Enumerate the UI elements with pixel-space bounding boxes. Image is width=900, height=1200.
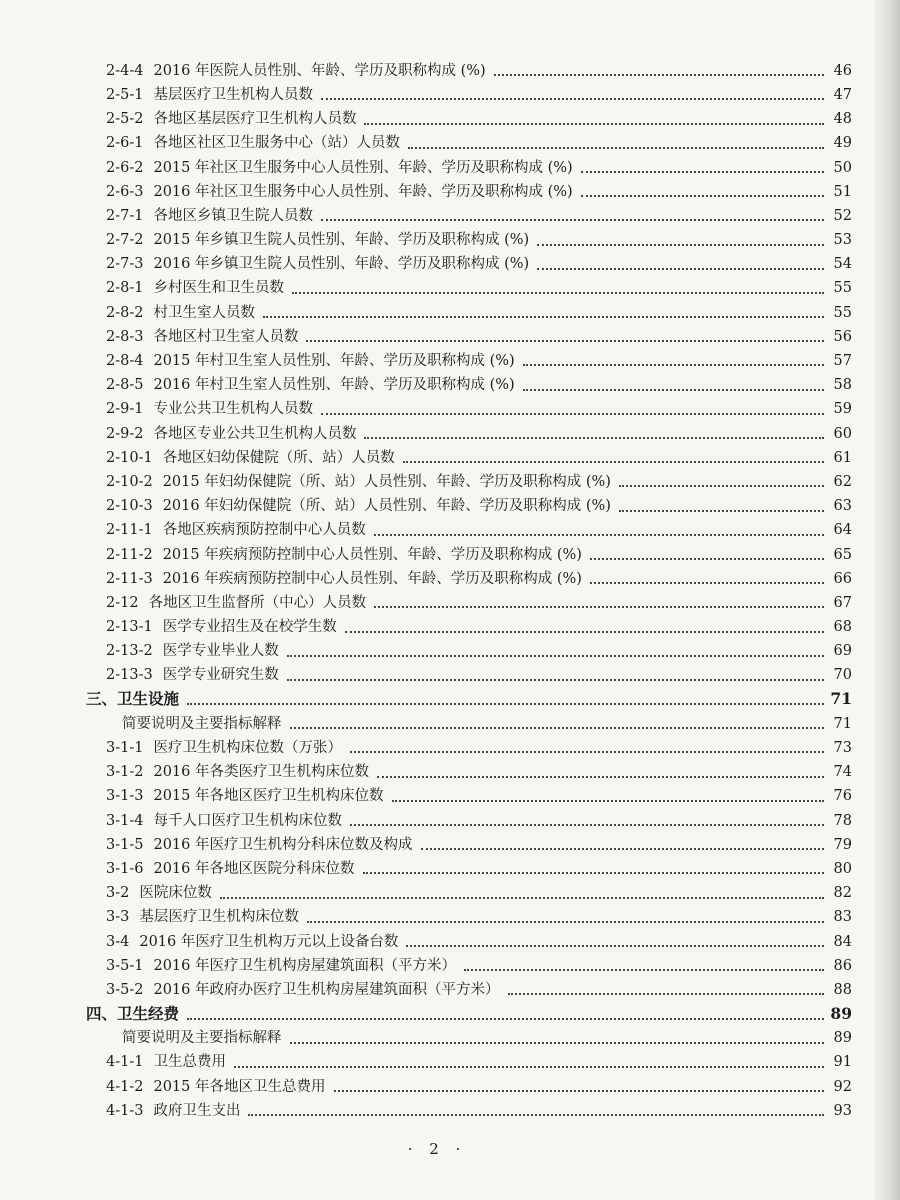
dot-leader — [334, 1090, 825, 1092]
toc-entry[interactable] — [86, 370, 852, 394]
toc-entry-code: 2-6-3 — [106, 183, 144, 200]
toc-entry[interactable] — [86, 467, 852, 491]
toc-entry-code: 2-6-2 — [106, 159, 144, 176]
dot-leader — [287, 655, 824, 657]
toc-entry-title: 医疗卫生机构床位数（万张） — [153, 740, 342, 757]
toc-entry[interactable] — [86, 588, 852, 612]
toc-entry-page-number: 73 — [833, 740, 852, 757]
toc-entry-code: 2-10-3 — [106, 498, 153, 515]
toc-entry[interactable] — [86, 854, 852, 878]
dot-leader — [306, 340, 824, 342]
toc-entry-title: 2015 年乡镇卫生院人员性别、年龄、学历及职称构成 (%) — [153, 232, 530, 249]
toc-entry-code: 2-10-1 — [106, 449, 153, 466]
toc-entry-page-number: 78 — [833, 812, 852, 829]
toc-entry-title: 医学专业研究生数 — [162, 667, 279, 684]
toc-entry-title: 2016 年医疗卫生机构万元以上设备台数 — [139, 933, 399, 950]
dot-leader — [374, 606, 824, 608]
toc-entry-title: 简要说明及主要指标解释 — [122, 1030, 282, 1047]
toc-entry-page-number: 93 — [833, 1102, 852, 1119]
toc-entry-title: 2016 年乡镇卫生院人员性别、年龄、学历及职称构成 (%) — [153, 256, 530, 273]
toc-entry-page-number: 62 — [833, 473, 852, 490]
toc-entry-code: 3-1-4 — [106, 812, 144, 829]
toc-entry-title: 2016 年医疗卫生机构分科床位数及构成 — [153, 836, 413, 853]
toc-entry-page-number: 66 — [833, 570, 852, 587]
dot-leader — [321, 98, 824, 100]
dot-leader — [590, 582, 824, 584]
toc-entry-code: 2-10-2 — [106, 473, 153, 490]
toc-entry[interactable] — [86, 782, 852, 806]
toc-entry-page-number: 46 — [833, 62, 852, 79]
dot-leader — [187, 703, 824, 705]
toc-entry-code: 2-9-2 — [106, 425, 144, 442]
toc-entry-title: 各地区妇幼保健院（所、站）人员数 — [162, 449, 395, 466]
toc-entry-page-number: 52 — [833, 207, 852, 224]
toc-entry-title: 2016 年村卫生室人员性别、年龄、学历及职称构成 (%) — [153, 377, 515, 394]
dot-leader — [619, 485, 824, 487]
toc-entry[interactable] — [86, 927, 852, 951]
toc-entry-title: 各地区村卫生室人员数 — [153, 328, 299, 345]
toc-entry-page-number: 76 — [833, 788, 852, 805]
toc-entry-title: 2016 年各类医疗卫生机构床位数 — [153, 764, 369, 781]
toc-entry-page-number: 61 — [833, 449, 852, 466]
toc-entry-code: 2-4-4 — [106, 62, 144, 79]
dot-leader — [321, 413, 824, 415]
toc-entry-page-number: 83 — [833, 909, 852, 926]
toc-entry-code: 3-4 — [106, 933, 130, 950]
toc-entry-title: 乡村医生和卫生员数 — [153, 280, 284, 297]
toc-entry-page-number: 48 — [833, 111, 852, 128]
toc-entry-page-number: 89 — [833, 1030, 852, 1047]
dot-leader — [590, 558, 824, 560]
toc-entry[interactable] — [86, 419, 852, 443]
toc-entry-title: 政府卫生支出 — [153, 1102, 241, 1119]
toc-entry[interactable] — [86, 975, 852, 999]
toc-entry-title: 2015 年社区卫生服务中心人员性别、年龄、学历及职称构成 (%) — [153, 159, 573, 176]
dot-leader — [292, 292, 824, 294]
toc-entry-code: 3-1-6 — [106, 860, 144, 877]
dot-leader — [234, 1066, 824, 1068]
toc-entry-page-number: 53 — [833, 232, 852, 249]
dot-leader — [363, 872, 825, 874]
toc-entry[interactable] — [86, 201, 852, 225]
dot-leader — [290, 1042, 825, 1044]
toc-entry-title: 基层医疗卫生机构床位数 — [139, 909, 299, 926]
toc-entry-title: 各地区专业公共卫生机构人员数 — [153, 425, 357, 442]
dot-leader — [374, 534, 824, 536]
toc-entry[interactable] — [86, 346, 852, 370]
toc-entry-page-number: 51 — [833, 183, 852, 200]
toc-entry-title: 2016 年各地区医院分科床位数 — [153, 860, 355, 877]
toc-entry-page-number: 55 — [833, 304, 852, 321]
toc-entry-page-number: 88 — [833, 981, 852, 998]
toc-entry-title: 2015 年各地区卫生总费用 — [153, 1078, 326, 1095]
toc-entry-page-number: 54 — [833, 256, 852, 273]
toc-entry[interactable] — [86, 153, 852, 177]
toc-entry-title: 2016 年医疗卫生机构房屋建筑面积（平方米） — [153, 957, 456, 974]
toc-entry-page-number: 58 — [833, 377, 852, 394]
toc-entry-code: 2-5-2 — [106, 111, 144, 128]
toc-entry-page-number: 50 — [833, 159, 852, 176]
toc-entry-page-number: 69 — [833, 643, 852, 660]
toc-entry-code: 2-8-1 — [106, 280, 144, 297]
dot-leader — [408, 147, 824, 149]
toc-entry-page-number: 65 — [833, 546, 852, 563]
toc-entry-code: 2-8-4 — [106, 353, 144, 370]
toc-entry[interactable] — [86, 129, 852, 153]
toc-entry-title: 专业公共卫生机构人员数 — [153, 401, 313, 418]
toc-entry[interactable] — [86, 1048, 852, 1072]
toc-entry-code: 2-7-3 — [106, 256, 144, 273]
toc-entry-title: 医院床位数 — [139, 885, 212, 902]
dot-leader — [464, 969, 824, 971]
toc-entry-code: 2-7-2 — [106, 232, 144, 249]
toc-entry-code: 2-6-1 — [106, 135, 144, 152]
dot-leader — [307, 921, 824, 923]
toc-entry-title: 各地区基层医疗卫生机构人员数 — [153, 111, 357, 128]
toc-entry[interactable] — [86, 225, 852, 249]
toc-entry-code: 2-13-1 — [106, 619, 153, 636]
toc-entry-page-number: 84 — [833, 933, 852, 950]
toc-entry-code: 3-5-2 — [106, 981, 144, 998]
toc-entry-code: 2-8-2 — [106, 304, 144, 321]
dot-leader — [421, 848, 825, 850]
toc-entry-code: 2-13-2 — [106, 643, 153, 660]
toc-entry-title: 2016 年妇幼保健院（所、站）人员性别、年龄、学历及职称构成 (%) — [162, 498, 611, 515]
toc-section-heading[interactable] — [86, 685, 852, 709]
scanned-page-edge — [874, 0, 900, 1200]
table-of-contents — [86, 56, 852, 1120]
toc-entry-title: 2016 年疾病预防控制中心人员性别、年龄、学历及职称构成 (%) — [162, 570, 582, 587]
toc-entry-page-number: 57 — [833, 353, 852, 370]
toc-entry-title: 卫生总费用 — [153, 1054, 226, 1071]
toc-entry[interactable] — [86, 177, 852, 201]
toc-entry-title: 2015 年村卫生室人员性别、年龄、学历及职称构成 (%) — [153, 353, 515, 370]
toc-entry-page-number: 89 — [830, 1003, 852, 1023]
dot-leader — [187, 1018, 824, 1020]
toc-entry-title: 每千人口医疗卫生机构床位数 — [153, 812, 342, 829]
toc-entry[interactable] — [86, 443, 852, 467]
dot-leader — [350, 751, 824, 753]
toc-entry-code: 3-1-3 — [106, 788, 144, 805]
toc-entry[interactable] — [86, 564, 852, 588]
toc-entry[interactable] — [86, 903, 852, 927]
toc-entry[interactable] — [86, 516, 852, 540]
toc-entry-code: 3-2 — [106, 885, 130, 902]
toc-entry[interactable] — [86, 637, 852, 661]
toc-entry[interactable] — [86, 56, 852, 80]
toc-entry-code: 2-12 — [106, 594, 139, 611]
toc-entry-code: 4-1-3 — [106, 1102, 144, 1119]
toc-entry-code: 2-11-3 — [106, 570, 153, 587]
dot-leader — [364, 437, 824, 439]
toc-entry-page-number: 56 — [833, 328, 852, 345]
dot-leader — [403, 461, 824, 463]
toc-entry-page-number: 71 — [833, 715, 852, 732]
toc-entry-code: 2-11-1 — [106, 522, 153, 539]
toc-entry-title: 2016 年社区卫生服务中心人员性别、年龄、学历及职称构成 (%) — [153, 183, 573, 200]
toc-entry[interactable] — [86, 322, 852, 346]
toc-entry-code: 3-3 — [106, 909, 130, 926]
toc-entry-code: 2-9-1 — [106, 401, 144, 418]
toc-entry-title: 三、卫生设施 — [86, 689, 180, 709]
dot-leader — [263, 316, 824, 318]
dot-leader — [494, 74, 824, 76]
dot-leader — [248, 1114, 824, 1116]
toc-entry-page-number: 67 — [833, 594, 852, 611]
dot-leader — [537, 244, 824, 246]
toc-entry[interactable] — [86, 806, 852, 830]
toc-entry[interactable] — [86, 951, 852, 975]
dot-leader — [377, 776, 824, 778]
toc-entry-page-number: 80 — [833, 860, 852, 877]
dot-leader — [581, 195, 824, 197]
dot-leader — [508, 993, 825, 995]
toc-entry-title: 医学专业招生及在校学生数 — [162, 619, 337, 636]
toc-entry-page-number: 86 — [833, 957, 852, 974]
dot-leader — [581, 171, 824, 173]
toc-entry-page-number: 49 — [833, 135, 852, 152]
toc-entry-code: 4-1-1 — [106, 1054, 144, 1071]
toc-entry-page-number: 91 — [833, 1054, 852, 1071]
toc-entry-title: 2015 年疾病预防控制中心人员性别、年龄、学历及职称构成 (%) — [162, 546, 582, 563]
toc-entry-page-number: 68 — [833, 619, 852, 636]
toc-note-entry[interactable] — [86, 1024, 852, 1048]
toc-entry[interactable] — [86, 733, 852, 757]
dot-leader — [523, 389, 824, 391]
toc-entry-page-number: 59 — [833, 401, 852, 418]
toc-entry[interactable] — [86, 274, 852, 298]
toc-entry-code: 2-8-3 — [106, 328, 144, 345]
toc-entry-page-number: 70 — [833, 667, 852, 684]
toc-entry-page-number: 64 — [833, 522, 852, 539]
toc-entry-title: 2015 年妇幼保健院（所、站）人员性别、年龄、学历及职称构成 (%) — [162, 473, 611, 490]
toc-entry-title: 简要说明及主要指标解释 — [122, 715, 282, 732]
toc-entry-page-number: 74 — [833, 764, 852, 781]
toc-entry-page-number: 47 — [833, 86, 852, 103]
dot-leader — [537, 268, 824, 270]
dot-leader — [321, 219, 824, 221]
toc-entry[interactable] — [86, 612, 852, 636]
toc-entry-code: 4-1-2 — [106, 1078, 144, 1095]
dot-leader — [220, 897, 824, 899]
toc-entry-code: 2-5-1 — [106, 86, 144, 103]
toc-entry-title: 各地区乡镇卫生院人员数 — [153, 207, 313, 224]
toc-entry-title: 医学专业毕业人数 — [162, 643, 279, 660]
toc-entry[interactable] — [86, 830, 852, 854]
toc-entry-code: 3-1-5 — [106, 836, 144, 853]
dot-leader — [290, 727, 825, 729]
toc-entry[interactable] — [86, 540, 852, 564]
toc-entry-title: 2016 年医院人员性别、年龄、学历及职称构成 (%) — [153, 62, 486, 79]
toc-entry[interactable] — [86, 878, 852, 902]
toc-entry[interactable] — [86, 757, 852, 781]
toc-entry-code: 3-1-1 — [106, 740, 144, 757]
toc-entry-title: 各地区疾病预防控制中心人员数 — [162, 522, 366, 539]
toc-entry-code: 3-5-1 — [106, 957, 144, 974]
toc-entry-title: 四、卫生经费 — [86, 1003, 180, 1023]
toc-entry-title: 各地区社区卫生服务中心（站）人员数 — [153, 135, 400, 152]
toc-entry[interactable] — [86, 250, 852, 274]
toc-entry-title: 各地区卫生监督所（中心）人员数 — [148, 594, 367, 611]
toc-entry[interactable] — [86, 661, 852, 685]
toc-note-entry[interactable] — [86, 709, 852, 733]
toc-entry-page-number: 55 — [833, 280, 852, 297]
toc-entry-code: 2-8-5 — [106, 377, 144, 394]
toc-entry-title: 基层医疗卫生机构人员数 — [153, 86, 313, 103]
toc-entry[interactable] — [86, 395, 852, 419]
dot-leader — [392, 800, 825, 802]
dot-leader — [364, 123, 824, 125]
dot-leader — [619, 510, 824, 512]
toc-entry-code: 3-1-2 — [106, 764, 144, 781]
toc-entry[interactable] — [86, 104, 852, 128]
toc-entry-page-number: 71 — [830, 689, 852, 709]
toc-entry-page-number: 60 — [833, 425, 852, 442]
page-number: · 2 · — [407, 1140, 467, 1158]
toc-entry[interactable] — [86, 80, 852, 104]
dot-leader — [523, 364, 824, 366]
toc-entry-code: 2-13-3 — [106, 667, 153, 684]
toc-entry-page-number: 92 — [833, 1078, 852, 1095]
toc-entry-code: 2-11-2 — [106, 546, 153, 563]
toc-entry-title: 2016 年政府办医疗卫生机构房屋建筑面积（平方米） — [153, 981, 500, 998]
toc-entry-title: 村卫生室人员数 — [153, 304, 255, 321]
toc-entry[interactable] — [86, 491, 852, 515]
toc-entry-page-number: 82 — [833, 885, 852, 902]
toc-entry-code: 2-7-1 — [106, 207, 144, 224]
toc-entry[interactable] — [86, 298, 852, 322]
toc-section-heading[interactable] — [86, 999, 852, 1023]
toc-entry-page-number: 63 — [833, 498, 852, 515]
dot-leader — [350, 824, 824, 826]
toc-entry[interactable] — [86, 1096, 852, 1120]
toc-entry-title: 2015 年各地区医疗卫生机构床位数 — [153, 788, 384, 805]
dot-leader — [345, 631, 824, 633]
dot-leader — [406, 945, 824, 947]
toc-entry[interactable] — [86, 1072, 852, 1096]
toc-entry-page-number: 79 — [833, 836, 852, 853]
dot-leader — [287, 679, 824, 681]
